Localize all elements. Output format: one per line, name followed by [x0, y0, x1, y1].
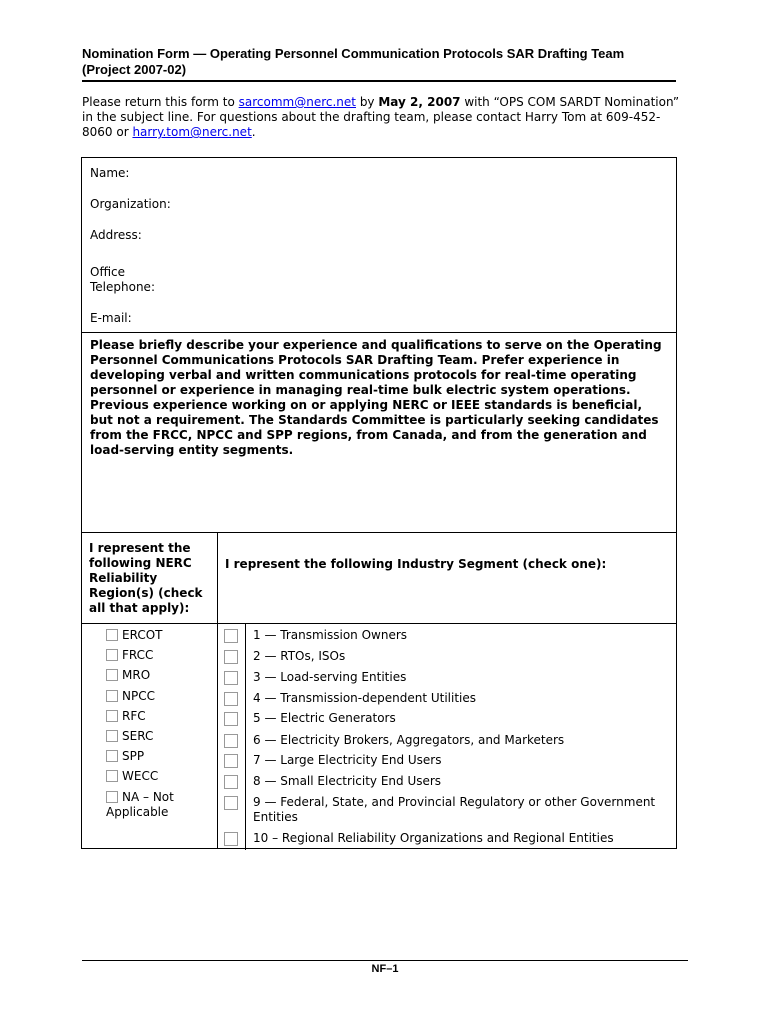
segment-1-checkbox[interactable] — [224, 629, 238, 643]
region-wecc[interactable]: WECC — [106, 769, 158, 784]
segment-9-label: 9 — Federal, State, and Provincial Regulatory or other Government Entities — [253, 795, 656, 824]
segment-4-label: 4 — Transmission-dependent Utilities — [253, 691, 477, 705]
checkbox-icon[interactable] — [106, 770, 118, 782]
organization-field[interactable]: Organization: — [90, 197, 171, 211]
email-field[interactable]: E-mail: — [90, 311, 132, 325]
segments-heading: I represent the following Industry Segment (check one): — [225, 557, 607, 571]
checkbox-icon[interactable] — [106, 791, 118, 803]
experience-section[interactable] — [81, 332, 677, 533]
segment-3-checkbox[interactable] — [224, 671, 238, 685]
contact-info-section — [81, 157, 677, 333]
segment-5-checkbox[interactable] — [224, 712, 238, 726]
page-title: Nomination Form — Operating Personnel Communication Protocols SAR Drafting Team (Project 2007-02) — [82, 46, 676, 82]
deadline: May 2, 2007 — [378, 95, 461, 109]
checkbox-icon[interactable] — [106, 710, 118, 722]
segment-9-checkbox[interactable] — [224, 796, 238, 810]
region-ercot[interactable]: ERCOT — [106, 628, 162, 643]
segment-8-checkbox[interactable] — [224, 775, 238, 789]
checkbox-icon[interactable] — [106, 750, 118, 762]
segment-2-checkbox[interactable] — [224, 650, 238, 664]
segment-2-label: 2 — RTOs, ISOs — [253, 649, 346, 663]
checkbox-icon[interactable] — [106, 649, 118, 661]
segment-6-label: 6 — Electricity Brokers, Aggregators, and Marketers — [253, 733, 565, 747]
segment-6-checkbox[interactable] — [224, 734, 238, 748]
name-field[interactable]: Name: — [90, 166, 130, 180]
office-telephone-label: Office — [90, 265, 126, 279]
segment-7-checkbox[interactable] — [224, 754, 238, 768]
region-spp[interactable]: SPP — [106, 749, 144, 764]
segment-1-label: 1 — Transmission Owners — [253, 628, 408, 642]
regions-heading: I represent the following NERC Reliability Region(s) (check all that apply): — [89, 541, 203, 615]
region-rfc[interactable]: RFC — [106, 709, 146, 724]
region-frcc[interactable]: FRCC — [106, 648, 153, 663]
intro-paragraph: Please return this form to sarcomm@nerc.net by May 2, 2007 with “OPS COM SARDT Nomination” in the subject line. For questions about the drafting team, please contact Harry Tom at 609-452-8060 or harry.tom@nerc.net. — [82, 95, 680, 139]
footer-divider — [82, 960, 688, 961]
segment-4-checkbox[interactable] — [224, 692, 238, 706]
segment-10-checkbox[interactable] — [224, 832, 238, 846]
region-segment-table — [81, 532, 677, 849]
checkbox-icon[interactable] — [106, 669, 118, 681]
page-number: NF–1 — [371, 963, 399, 975]
checkbox-icon[interactable] — [106, 629, 118, 641]
segment-8-label: 8 — Small Electricity End Users — [253, 774, 442, 788]
region-npcc[interactable]: NPCC — [106, 689, 155, 704]
region-na[interactable]: NA – Not Applicable — [106, 790, 174, 819]
region-mro[interactable]: MRO — [106, 668, 150, 683]
region-serc[interactable]: SERC — [106, 729, 153, 744]
experience-prompt: Please briefly describe your experience and qualifications to serve on the Operating Personnel Communications Protocols SAR Drafting Team. Prefer experience in developing verbal and written communications protocols for real-time operating personnel or experience in managing real-time bulk electric system operations. Previous experience working on or applying NERC or IEEE standards is beneficial, but not a requirement. The Standards Committee is particularly seeking candidates from the FRCC, NPCC and SPP regions, from Canada, and from the generation and load-serving entity segments. — [90, 338, 662, 457]
segment-5-label: 5 — Electric Generators — [253, 711, 396, 725]
address-field[interactable]: Address: — [90, 228, 142, 242]
checkbox-icon[interactable] — [106, 730, 118, 742]
harry-tom-email-link[interactable]: harry.tom@nerc.net — [132, 125, 252, 139]
segment-7-label: 7 — Large Electricity End Users — [253, 753, 442, 767]
checkbox-icon[interactable] — [106, 690, 118, 702]
segment-10-label: 10 – Regional Reliability Organizations and Regional Entities — [253, 831, 614, 845]
segment-3-label: 3 — Load-serving Entities — [253, 670, 407, 684]
office-telephone-field[interactable]: Telephone: — [90, 280, 155, 294]
sarcomm-email-link[interactable]: sarcomm@nerc.net — [238, 95, 356, 109]
